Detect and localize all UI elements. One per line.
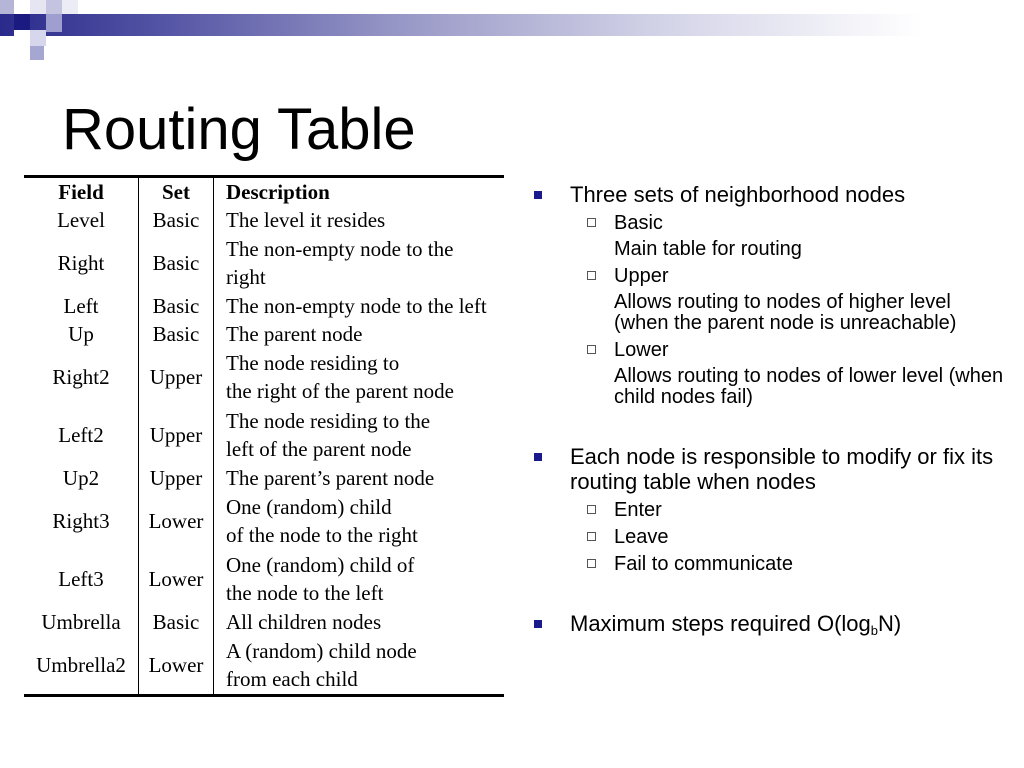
table-row	[24, 406, 504, 464]
bullet-item	[530, 611, 1010, 636]
complexity-prefix: Maximum steps required O(log	[570, 611, 871, 636]
cell-field: Up	[24, 320, 139, 348]
cell-description: A (random) child node from each child	[226, 639, 417, 691]
decor-square	[46, 0, 62, 14]
cell-set: Upper	[139, 348, 214, 406]
cell-set: Basic	[139, 292, 214, 320]
square-bullet-icon	[534, 191, 542, 199]
hollow-square-bullet-icon	[587, 505, 596, 514]
sub-bullet-text: Leave	[614, 526, 669, 548]
bullet-text: Each node is responsible to modify or fix its routing table when nodes	[570, 444, 994, 494]
decor-square	[62, 0, 78, 14]
cell-set: Basic	[139, 320, 214, 348]
header-field: Field	[24, 177, 139, 207]
decor-square	[14, 14, 30, 30]
sub-bullet-item	[530, 265, 1010, 287]
table-row	[24, 608, 504, 636]
cell-description: The non-empty node to the right	[226, 237, 454, 289]
square-bullet-icon	[534, 453, 542, 461]
sub-bullet-text: Upper	[614, 265, 669, 287]
bullet-item	[530, 444, 1010, 494]
table-row	[24, 492, 504, 550]
table-row	[24, 206, 504, 234]
sub-bullet-item	[530, 212, 1010, 234]
cell-set: Upper	[139, 406, 214, 464]
cell-description: The node residing to the left of the parent node	[226, 409, 431, 461]
hollow-square-bullet-icon	[587, 271, 596, 280]
table-row	[24, 320, 504, 348]
hollow-square-bullet-icon	[587, 559, 596, 568]
hollow-square-bullet-icon	[587, 218, 596, 227]
sub-bullet-text: Basic	[614, 212, 663, 234]
cell-field: Up2	[24, 464, 139, 492]
hollow-square-bullet-icon	[587, 345, 596, 354]
cell-description: The parent’s parent node	[226, 466, 435, 490]
sub-bullet-item	[530, 499, 1010, 521]
decor-square	[30, 46, 44, 60]
cell-description: One (random) child of the node to the right	[226, 495, 418, 547]
bullet-text: Three sets of neighborhood nodes	[570, 182, 906, 207]
table-row	[24, 292, 504, 320]
cell-field: Left3	[24, 550, 139, 608]
cell-set: Lower	[139, 492, 214, 550]
complexity-suffix: N)	[878, 611, 902, 636]
square-bullet-icon	[534, 620, 542, 628]
cell-description: All children nodes	[226, 610, 382, 634]
sub-bullet-item	[530, 339, 1010, 361]
table-header-row	[24, 177, 504, 207]
cell-field: Umbrella	[24, 608, 139, 636]
decor-square	[30, 30, 46, 46]
cell-field: Right	[24, 234, 139, 292]
sub-bullet-item	[530, 526, 1010, 548]
cell-field: Right3	[24, 492, 139, 550]
bullet-item	[530, 182, 1010, 207]
sub-bullet-detail: Allows routing to nodes of lower level (when child nodes fail)	[614, 365, 1004, 408]
cell-description: One (random) child of the node to the left	[226, 553, 415, 605]
cell-field: Right2	[24, 348, 139, 406]
table-row	[24, 464, 504, 492]
bullet-text	[570, 611, 901, 636]
slide-title: Routing Table	[62, 97, 416, 162]
sub-bullet-item	[530, 553, 1010, 575]
sub-bullet-text: Lower	[614, 339, 669, 361]
table-row	[24, 234, 504, 292]
header-set: Set	[139, 177, 214, 207]
table-row	[24, 636, 504, 696]
sub-bullet-text: Enter	[614, 499, 662, 521]
cell-field: Level	[24, 206, 139, 234]
header-description: Description	[226, 180, 330, 204]
header-gradient-bar	[0, 14, 1024, 36]
cell-set: Lower	[139, 636, 214, 696]
hollow-square-bullet-icon	[587, 532, 596, 541]
decor-square	[46, 14, 62, 32]
decor-square	[14, 30, 30, 46]
cell-set: Basic	[139, 608, 214, 636]
decor-square	[30, 0, 46, 14]
sub-bullet-detail: Main table for routing	[614, 238, 802, 260]
table-row	[24, 550, 504, 608]
cell-field: Left	[24, 292, 139, 320]
table-row	[24, 348, 504, 406]
decor-square	[0, 0, 14, 14]
cell-description: The level it resides	[226, 208, 386, 232]
sub-bullet-detail: Allows routing to nodes of higher level (when the parent node is unreachable)	[614, 291, 957, 334]
cell-description: The parent node	[226, 322, 363, 346]
cell-set: Basic	[139, 206, 214, 234]
log-base-subscript: b	[870, 623, 879, 638]
cell-field: Umbrella2	[24, 636, 139, 696]
cell-set: Basic	[139, 234, 214, 292]
cell-set: Lower	[139, 550, 214, 608]
cell-description: The non-empty node to the left	[226, 294, 487, 318]
bullet-list	[530, 182, 1010, 636]
cell-set: Upper	[139, 464, 214, 492]
sub-bullet-text: Fail to communicate	[614, 553, 793, 575]
cell-description: The node residing to the right of the parent node	[226, 351, 455, 403]
cell-field: Left2	[24, 406, 139, 464]
routing-table	[24, 175, 504, 697]
